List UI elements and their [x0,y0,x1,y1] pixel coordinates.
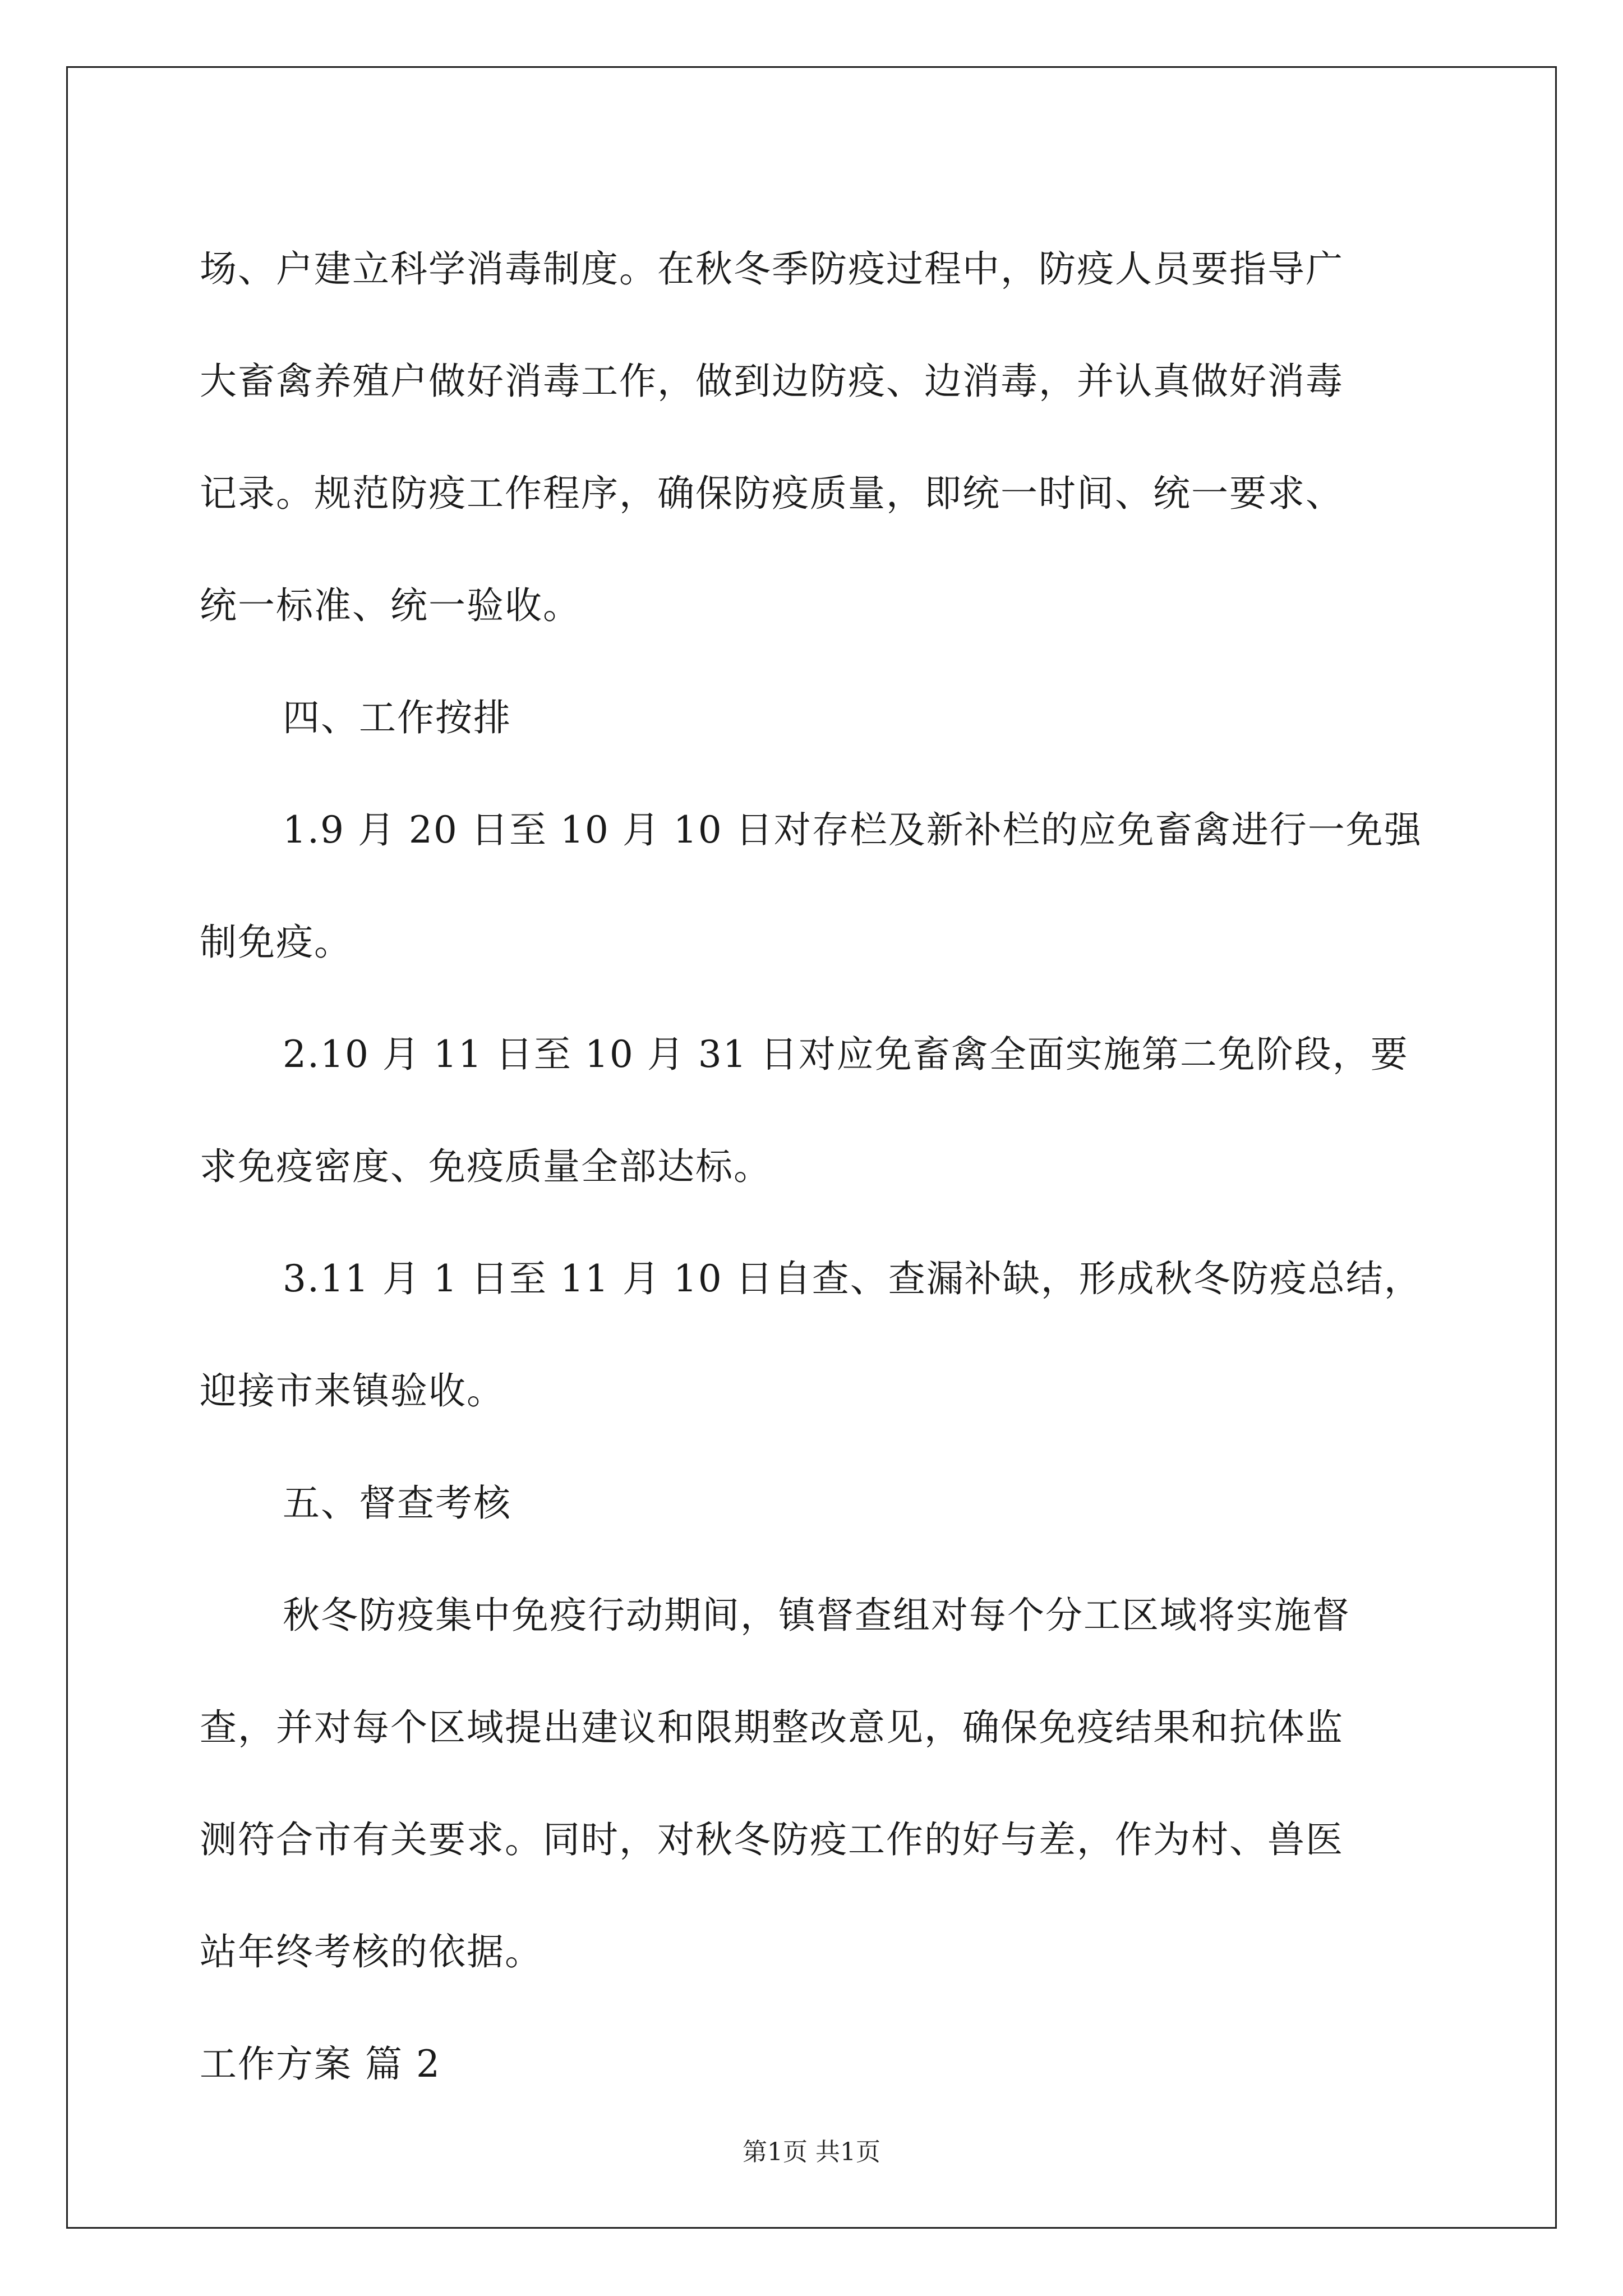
body-line: 迎接市来镇验收。 [200,1369,505,1412]
document-subtitle: 工作方案 篇 2 [200,2042,441,2086]
body-line: 场、户建立科学消毒制度。在秋冬季防疫过程中，防疫人员要指导广 [200,247,1344,291]
section-heading: 五、督查考核 [283,1481,511,1525]
body-line: 求免疫密度、免疫质量全部达标。 [200,1145,772,1188]
body-line: 大畜禽养殖户做好消毒工作，做到边防疫、边消毒，并认真做好消毒 [200,360,1344,403]
list-item: 3.11 月 1 日至 11 月 10 日自查、查漏补缺，形成秋冬防疫总结， [283,1257,1422,1300]
list-item: 2.10 月 11 日至 10 月 31 日对应免畜禽全面实施第二免阶段，要 [283,1033,1409,1076]
body-line: 秋冬防疫集中免疫行动期间，镇督查组对每个分工区域将实施督 [283,1594,1350,1637]
body-line: 记录。规范防疫工作程序，确保防疫质量，即统一时间、统一要求、 [200,472,1344,515]
body-line: 测符合市有关要求。同时，对秋冬防疫工作的好与差，作为村、兽医 [200,1818,1344,1861]
document-body [200,213,1450,2120]
body-line: 站年终考核的依据。 [200,1930,543,1973]
section-heading: 四、工作按排 [283,696,511,739]
body-line: 统一标准、统一验收。 [200,584,581,627]
list-item: 1.9 月 20 日至 10 月 10 日对存栏及新补栏的应免畜禽进行一免强 [283,808,1422,852]
body-line: 查，并对每个区域提出建议和限期整改意见，确保免疫结果和抗体监 [200,1706,1344,1749]
body-line: 制免疫。 [200,921,352,964]
page-footer: 第1页 共1页 [743,2138,880,2166]
